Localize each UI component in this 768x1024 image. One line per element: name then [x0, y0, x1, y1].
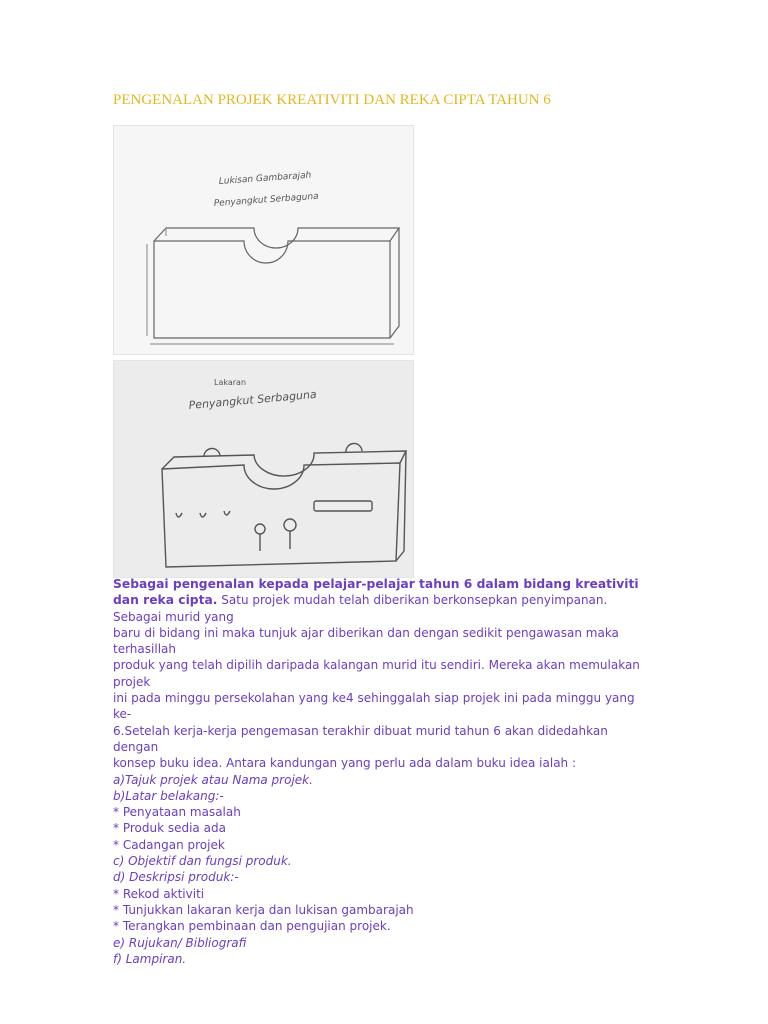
content-list	[113, 772, 643, 968]
sketch2-heading-2: Penyangkut Serbaguna	[188, 387, 318, 412]
list-item: f) Lampiran.	[113, 951, 187, 966]
intro-line-2: baru di bidang ini maka tunjuk ajar diberikan dan dengan sedikit pengawasan maka terhasillah	[113, 625, 619, 657]
intro-line-4: ini pada minggu persekolahan yang ke4 sehinggalah siap projek ini pada minggu yang ke-	[113, 691, 635, 722]
sketch-photo-lakaran	[113, 360, 414, 578]
list-item: c) Objektif dan fungsi produk.	[113, 854, 292, 869]
intro-line-1: Satu projek mudah telah diberikan berkonsepkan penyimpanan. Sebagai murid yang	[113, 593, 608, 624]
box-sketch-outline	[162, 443, 406, 567]
list-item: * Cadangan projek	[113, 837, 225, 852]
intro-line-3: produk yang telah dipilih daripada kalangan murid itu sendiri. Mereka akan memulakan projek	[113, 658, 640, 689]
sketch1-heading-2: Penyangkut Serbaguna	[213, 191, 320, 209]
list-item: e) Rujukan/ Bibliografi	[113, 935, 247, 950]
list-item: * Terangkan pembinaan dan pengujian projek.	[113, 919, 391, 934]
box-outline	[147, 228, 399, 344]
list-item: * Penyataan masalah	[113, 805, 241, 820]
sketch-photo-drawing	[113, 125, 414, 355]
list-item: b)Latar belakang:-	[113, 788, 224, 803]
article-body	[113, 576, 643, 967]
sketch1-heading-1: Lukisan Gambarajah	[218, 170, 312, 187]
list-item: d) Deskripsi produk:-	[113, 870, 239, 885]
intro-line-6: konsep buku idea. Antara kandungan yang perlu ada dalam buku idea ialah :	[113, 756, 577, 771]
intro-paragraph	[113, 576, 643, 772]
page-title: PENGENALAN PROJEK KREATIVITI DAN REKA CIPTA TAHUN 6	[113, 92, 551, 108]
list-item: a)Tajuk projek atau Nama projek.	[113, 772, 313, 787]
list-item: * Tunjukkan lakaran kerja dan lukisan gambarajah	[113, 902, 414, 917]
sketch2-heading-1: Lakaran	[214, 378, 247, 387]
list-item: * Rekod aktiviti	[113, 886, 205, 901]
lakaran-sketch	[114, 361, 414, 578]
drawing-sketch	[114, 126, 414, 355]
list-item: * Produk sedia ada	[113, 821, 226, 836]
intro-bold: Sebagai pengenalan kepada pelajar-pelajar tahun 6 dalam bidang kreativiti dan reka cipta.	[113, 577, 639, 608]
intro-line-5: 6.Setelah kerja-kerja pengemasan terakhir dibuat murid tahun 6 akan didedahkan dengan	[113, 723, 608, 754]
